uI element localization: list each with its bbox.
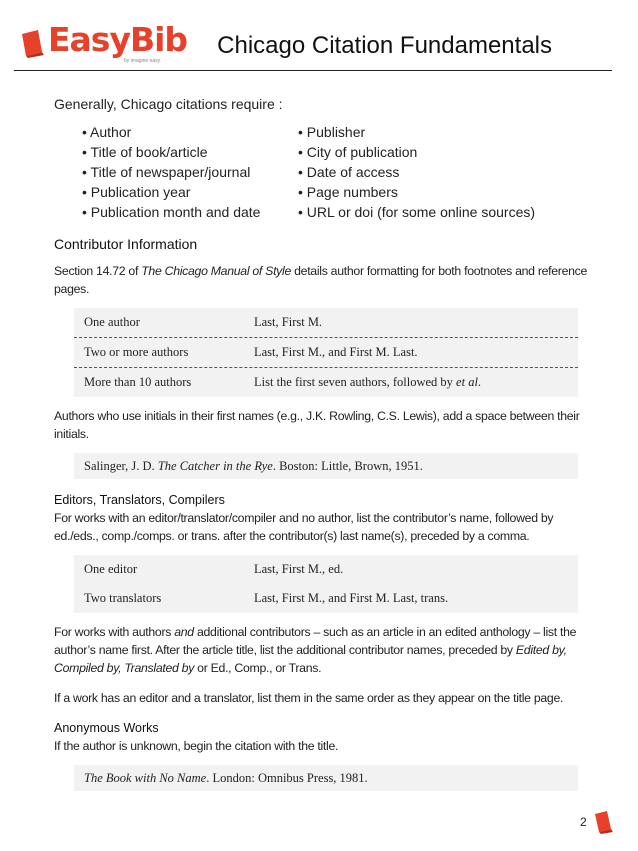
editor-format-table <box>74 555 578 613</box>
requirements-intro: Generally, Chicago citations require : <box>54 96 283 112</box>
editors-paragraph: For works with an editor/translator/compiler and no author, list the contributor’s name, followed by ed./eds., comp./comps. or trans. after the contributor(s) last name(s), preceded by a comma. <box>54 511 554 543</box>
table-row <box>74 308 578 338</box>
list-item: • Publication month and date <box>82 204 261 220</box>
requirements-list <box>82 122 594 222</box>
requirements-right-column <box>298 122 558 222</box>
list-item: • Publisher <box>298 124 366 140</box>
table-row <box>74 584 578 613</box>
table-cell-label: One editor <box>84 562 138 576</box>
logo-text: EasyBib <box>48 20 188 59</box>
list-item: • Title of book/article <box>82 144 208 160</box>
anonymous-heading: Anonymous Works <box>54 721 159 735</box>
table-row <box>74 555 578 584</box>
easybib-logo <box>20 20 188 68</box>
book-icon <box>20 28 46 58</box>
list-item: • Date of access <box>298 164 400 180</box>
page-header <box>0 0 638 75</box>
table-cell-label: Two translators <box>84 591 162 605</box>
anonymous-paragraph: If the author is unknown, begin the citation with the title. <box>54 739 339 753</box>
anonymous-example: The Book with No Name . London: Omnibus Press, 1981. <box>74 765 578 791</box>
contributor-paragraph: Section 14.72 of The Chicago Manual of Style details author formatting for both footnotes and reference pages. <box>54 264 588 296</box>
additional-contributors-paragraph: For works with authors and additional contributors – such as an article in an edited anthology – list the author’s name first. After the article title, list the additional contributor names, preceded by Edited by, Compiled by, Translated by or Ed., Comp., or Trans. <box>54 625 577 675</box>
table-cell-label: One author <box>84 315 140 329</box>
book-icon <box>594 810 614 834</box>
author-format-table <box>74 308 578 397</box>
list-item: • Page numbers <box>298 184 398 200</box>
table-row <box>74 368 578 397</box>
editors-heading: Editors, Translators, Compilers <box>54 493 225 507</box>
table-cell-format: List the first seven authors, followed by et al. <box>254 375 482 389</box>
list-item: • Author <box>82 124 132 140</box>
table-cell-label: Two or more authors <box>84 345 189 359</box>
table-row <box>74 338 578 368</box>
list-item: • Title of newspaper/journal <box>82 164 251 180</box>
editor-translator-paragraph: If a work has an editor and a translator, list them in the same order as they appear on the title page. <box>54 691 564 705</box>
list-item: • URL or doi (for some online sources) <box>298 204 536 220</box>
table-cell-label: More than 10 authors <box>84 375 192 389</box>
document-title: Chicago Citation Fundamentals <box>217 32 552 59</box>
contributor-heading: Contributor Information <box>54 236 198 252</box>
table-cell-format: Last, First M., and First M. Last, trans. <box>254 591 449 605</box>
table-cell-format: Last, First M., and First M. Last. <box>254 345 418 359</box>
manual-title: The Chicago Manual of Style <box>141 264 291 278</box>
list-item: • City of publication <box>298 144 418 160</box>
initials-example: Salinger, J. D. The Catcher in the Rye . Boston: Little, Brown, 1951. <box>74 453 578 479</box>
logo-tagline: by imagine easy <box>124 58 161 64</box>
initials-paragraph: Authors who use initials in their first names (e.g., J.K. Rowling, C.S. Lewis), add a space between their initials. <box>54 409 580 441</box>
page-number: 2 <box>580 815 587 829</box>
header-divider <box>14 70 612 71</box>
table-cell-format: Last, First M. <box>254 315 323 329</box>
list-item: • Publication year <box>82 184 191 200</box>
page-content <box>54 96 594 801</box>
table-cell-format: Last, First M., ed. <box>254 562 344 576</box>
